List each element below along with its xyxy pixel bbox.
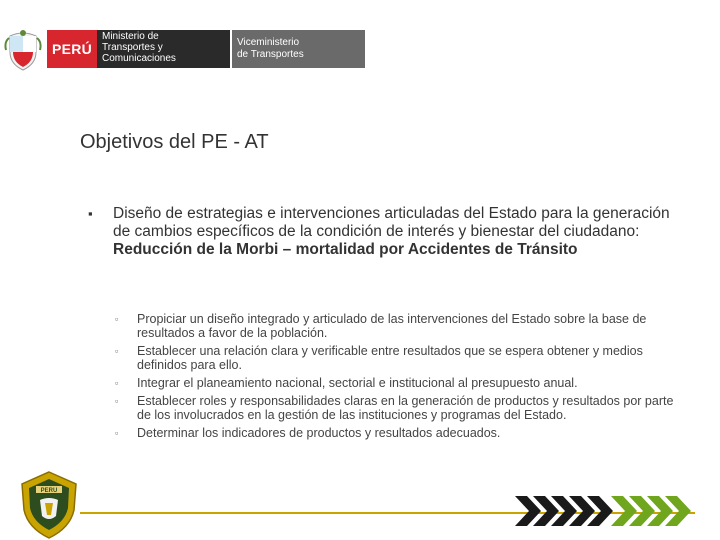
list-item: [115, 312, 675, 340]
peru-label: PERÚ: [51, 41, 93, 57]
coat-of-arms-icon: [4, 28, 42, 72]
list-item-text: Propiciar un diseño integrado y articulado de las intervenciones del Estado sobre la base de resultados a favor de la población.: [137, 312, 647, 340]
badge-label: PERU: [40, 488, 58, 494]
square-bullet-icon: ▪: [88, 206, 93, 221]
list-item: [115, 344, 675, 372]
square-bullet-icon: ▫: [115, 396, 119, 406]
main-objective-bold: Reducción de la Morbi – mortalidad por Accidentes de Tránsito: [113, 241, 578, 258]
square-bullet-icon: ▫: [115, 314, 119, 324]
police-badge-icon: [18, 470, 80, 540]
square-bullet-icon: ▫: [115, 428, 119, 438]
main-objective: [113, 205, 673, 259]
vice-line: Viceministerio: [237, 37, 300, 48]
list-item-text: Establecer una relación clara y verificable entre resultados que se espera obtener y medios definidos para ello.: [137, 344, 643, 372]
square-bullet-icon: ▫: [115, 346, 119, 356]
list-item-text: Integrar el planeamiento nacional, sectorial e institucional al presupuesto anual.: [137, 376, 578, 390]
page-title: Objetivos del PE - AT: [80, 131, 269, 153]
square-bullet-icon: ▫: [115, 378, 119, 388]
list-item: [115, 394, 675, 422]
ministry-label: [97, 30, 230, 68]
list-item-text: Establecer roles y responsabilidades claras en la generación de productos y resultados por parte de los involucrados en la gestión de las instituciones y programas del Estado.: [137, 394, 674, 422]
peru-logo: [47, 30, 97, 68]
list-item: [115, 376, 675, 390]
vice-line: de Transportes: [237, 49, 304, 60]
ministry-line: Transportes y: [102, 42, 163, 53]
ministry-line: Comunicaciones: [102, 53, 176, 64]
ministry-line: Ministerio de: [102, 31, 159, 42]
list-item: [115, 426, 675, 440]
header-bar: [0, 0, 720, 75]
chevron-arrows-icon: [515, 494, 695, 528]
viceministry-label: [232, 30, 365, 68]
list-item-text: Determinar los indicadores de productos y resultados adecuados.: [137, 426, 501, 440]
sub-objectives-list: [115, 312, 675, 444]
main-objective-text: Diseño de estrategias e intervenciones articuladas del Estado para la generación de cambios específicos de la condición de interés y bienestar del ciudadano:: [113, 205, 670, 240]
